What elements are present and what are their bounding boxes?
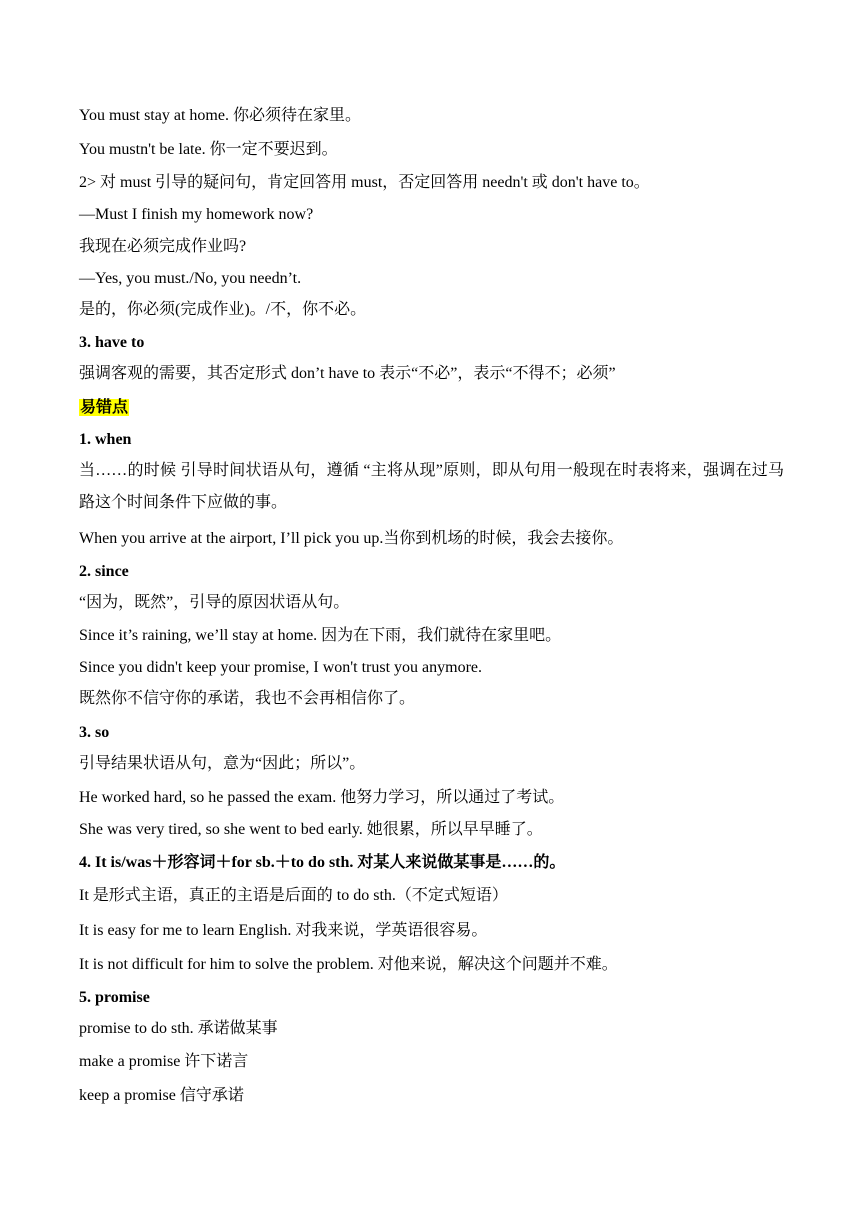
translation-text: 是的，你必须(完成作业)。/不，你不必。 [79,301,367,318]
phrase-item: promise to do sth. 承诺做某事 [79,1020,278,1037]
section-heading: 2. since [79,563,129,580]
translation-text: 我现在必须完成作业吗? [79,238,247,255]
example-sentence: You mustn't be late. 你一定不要迟到。 [79,141,338,158]
explanation-text: It 是形式主语，真正的主语是后面的 to do sth.（不定式短语） [79,887,508,904]
example-sentence: You must stay at home. 你必须待在家里。 [79,107,361,124]
example-sentence: It is not difficult for him to solve the problem. 对他来说，解决这个问题并不难。 [79,956,618,973]
translation-text: 既然你不信守你的承诺，我也不会再相信你了。 [79,690,416,707]
phrase-item: make a promise 许下诺言 [79,1053,249,1070]
highlight-label: 易错点 [80,399,129,416]
example-sentence: —Must I finish my homework now? [79,206,314,223]
highlight-heading [79,398,129,418]
phrase-item: keep a promise 信守承诺 [79,1087,244,1104]
example-sentence: Since you didn't keep your promise, I won't trust you anymore. [79,659,483,676]
section-heading: 1. when [79,431,132,448]
explanation-text: 强调客观的需要，其否定形式 don’t have to 表示“不必”，表示“不得不；必须” [79,365,616,382]
explanation-text: “因为，既然”，引导的原因状语从句。 [79,594,350,611]
example-sentence: When you arrive at the airport, I’ll pick you up.当你到机场的时候，我会去接你。 [79,530,624,547]
section-heading: 4. It is/was＋形容词＋for sb.＋to do sth. 对某人来说做某事是……的。 [79,854,566,871]
example-sentence: She was very tired, so she went to bed early. 她很累，所以早早睡了。 [79,821,543,838]
explanation-text: 引导结果状语从句，意为“因此；所以”。 [79,755,366,772]
example-sentence: It is easy for me to learn English. 对我来说，学英语很容易。 [79,922,488,939]
rule-text: 2> 对 must 引导的疑问句，肯定回答用 must，否定回答用 needn't 或 don't have to。 [79,174,650,191]
section-heading: 5. promise [79,989,150,1006]
example-sentence: He worked hard, so he passed the exam. 他努力学习，所以通过了考试。 [79,789,565,806]
section-heading: 3. have to [79,334,145,351]
explanation-text: 当……的时候 引导时间状语从句，遵循 “主将从现”原则，即从句用一般现在时表将来，强调在过马路这个时间条件下应做的事。 [79,462,784,511]
example-sentence: Since it’s raining, we’ll stay at home. 因为在下雨，我们就待在家里吧。 [79,627,562,644]
section-heading: 3. so [79,724,110,741]
example-sentence: —Yes, you must./No, you needn’t. [79,270,302,287]
